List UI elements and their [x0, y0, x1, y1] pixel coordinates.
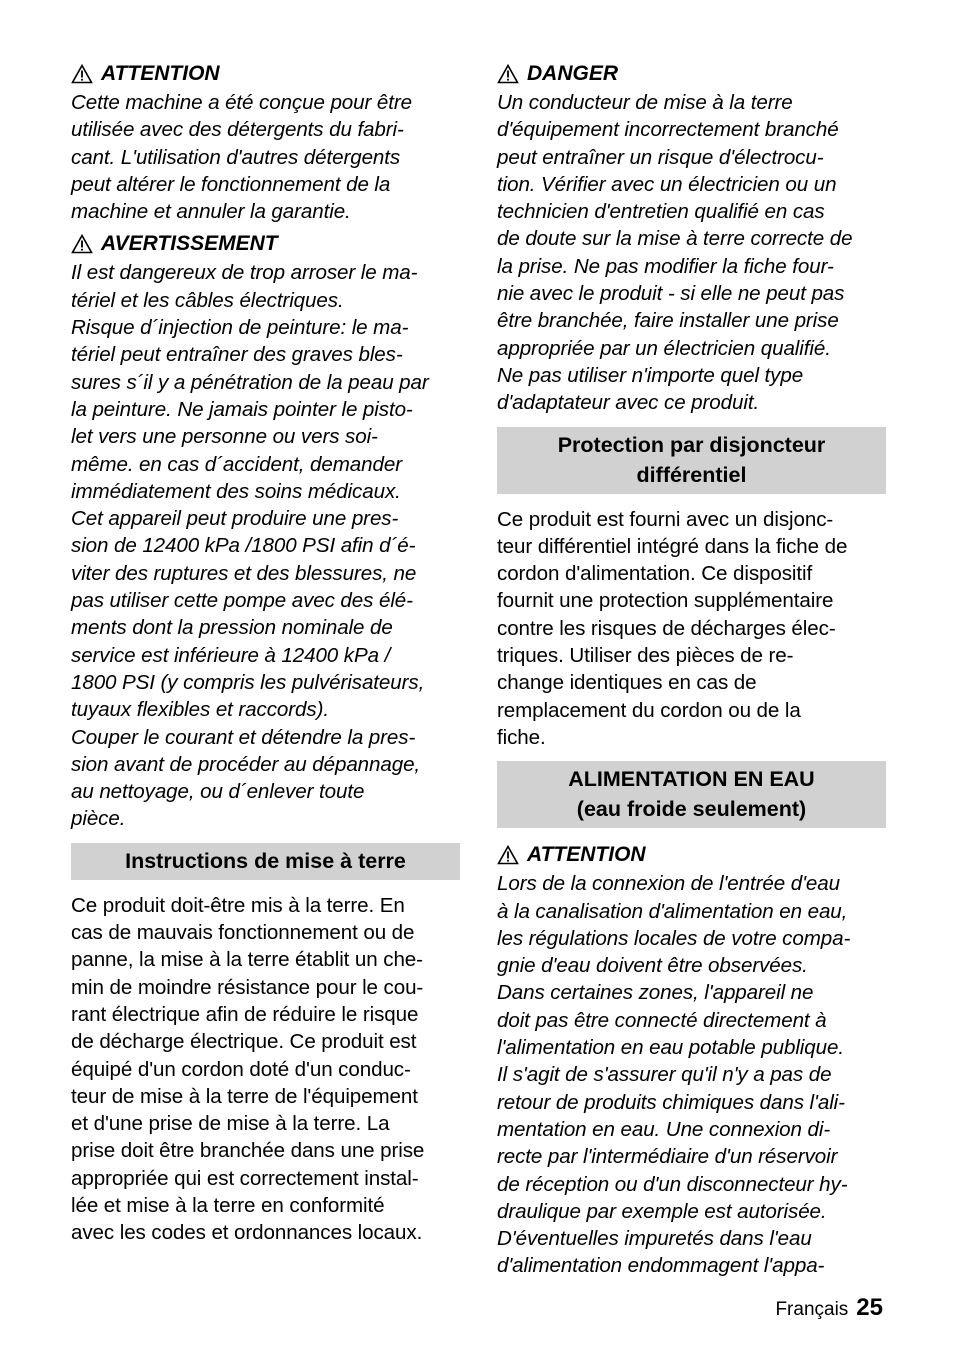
water-attention-text: Lors de la connexion de l'entrée d'eau à la canalisation d'alimentation en eau, les régulations locales de votre compa- gnie d'eau doivent être observées. Dans certaines zones, l'appareil ne doit pas être connecté directement à l'alimentation en eau potable publique. Il s'agit de s'assurer qu'il n'y a pas de retour de produits chimiques dans l'ali- mentation en eau. Une connexion di- recte par l'intermédiaire d'un réservoir de réception ou d'un disconnecteur hy- draulique par exemple est autorisée. D'éventuelles impuretés dans l'eau d'alimentation endommagent l'appa- — [497, 872, 851, 1278]
water-attention-heading — [497, 840, 886, 870]
warning-triangle-icon — [71, 234, 93, 254]
footer-language: Français — [775, 1299, 849, 1320]
attention-heading — [71, 59, 460, 89]
avertissement-text: Il est dangereux de trop arroser le ma- tériel et les câbles électriques. Risque d´injection de peinture: le ma- tériel peut entraîner des graves bles- sures s´il y a pénétration de la peau par la peinture. Ne jamais pointer le pisto- let vers une personne ou vers soi- même. en cas d´accident, demander immédiatement des soins médicaux. Cet appareil peut produire une pres- sion de 12400 kPa /1800 PSI afin d´é- viter des ruptures et des blessures, ne pas utiliser cette pompe avec des élé- ments dont la pression nominale de service est inférieure à 12400 kPa / 1800 PSI (y compris les pulvérisateurs, tuyaux flexibles et raccords). Couper le courant et détendre la pres- sion avant de procéder au dépannage, au nettoyage, ou d´enlever toute pièce. — [71, 261, 429, 831]
attention-title: ATTENTION — [101, 62, 220, 85]
water-section-heading: ALIMENTATION EN EAU (eau froide seulement) — [497, 761, 886, 828]
avertissement-title: AVERTISSEMENT — [101, 232, 278, 256]
danger-heading — [497, 59, 886, 89]
protection-text: Ce produit est fourni avec un disjonc- teur différentiel intégré dans la fiche de cordon d'alimentation. Ce dispositif fournit une protection supplémentaire contre les risques de décharges élec- triques. Utiliser des pièces de re- change identiques en cas de remplacement du cordon ou de la fiche. — [497, 507, 848, 749]
water-attention-title: ATTENTION — [527, 843, 646, 867]
warning-triangle-icon — [497, 845, 519, 865]
danger-text: Un conducteur de mise à la terre d'équipement incorrectement branché peut entraîner un risque d'électrocu- tion. Vérifier avec un électricien ou un technicien d'entretien qualifié en cas de doute sur la mise à terre correcte de la prise. Ne pas modifier la fiche four- nie avec le produit - si elle ne peut pas être branchée, faire installer une prise appropriée par un électricien qualifié. Ne pas utiliser n'importe quel type d'adaptateur avec ce produit. — [497, 91, 853, 415]
warning-triangle-icon — [497, 64, 519, 84]
grounding-text: Ce produit doit-être mis à la terre. En cas de mauvais fonctionnement ou de panne, la mise à la terre établit un che- min de moindre résistance pour le cou- rant électrique afin de réduire le risque de décharge électrique. Ce produit est équipé d'un cordon doté d'un conduc- teur de mise à la terre de l'équipement et d'une prise de mise à la terre. La prise doit être branchée dans une prise appropriée qui est correctement instal- lée et mise à la terre en conformité avec les codes et ordonnances locaux. — [71, 893, 425, 1245]
avertissement-heading — [71, 229, 460, 259]
right-column — [497, 57, 886, 1280]
warning-triangle-icon — [71, 64, 93, 84]
grounding-section-heading: Instructions de mise à terre — [71, 843, 460, 880]
protection-section-heading: Protection par disjoncteur différentiel — [497, 427, 886, 494]
danger-title: DANGER — [527, 62, 619, 85]
page-footer — [775, 1294, 883, 1322]
attention-text: Cette machine a été conçue pour être utilisée avec des détergents du fabri- cant. L'utilisation d'autres détergents peut altérer le fonctionnement de la machine et annuler la garantie. — [71, 91, 412, 224]
left-column — [71, 57, 460, 1247]
page-number: 25 — [856, 1294, 883, 1321]
